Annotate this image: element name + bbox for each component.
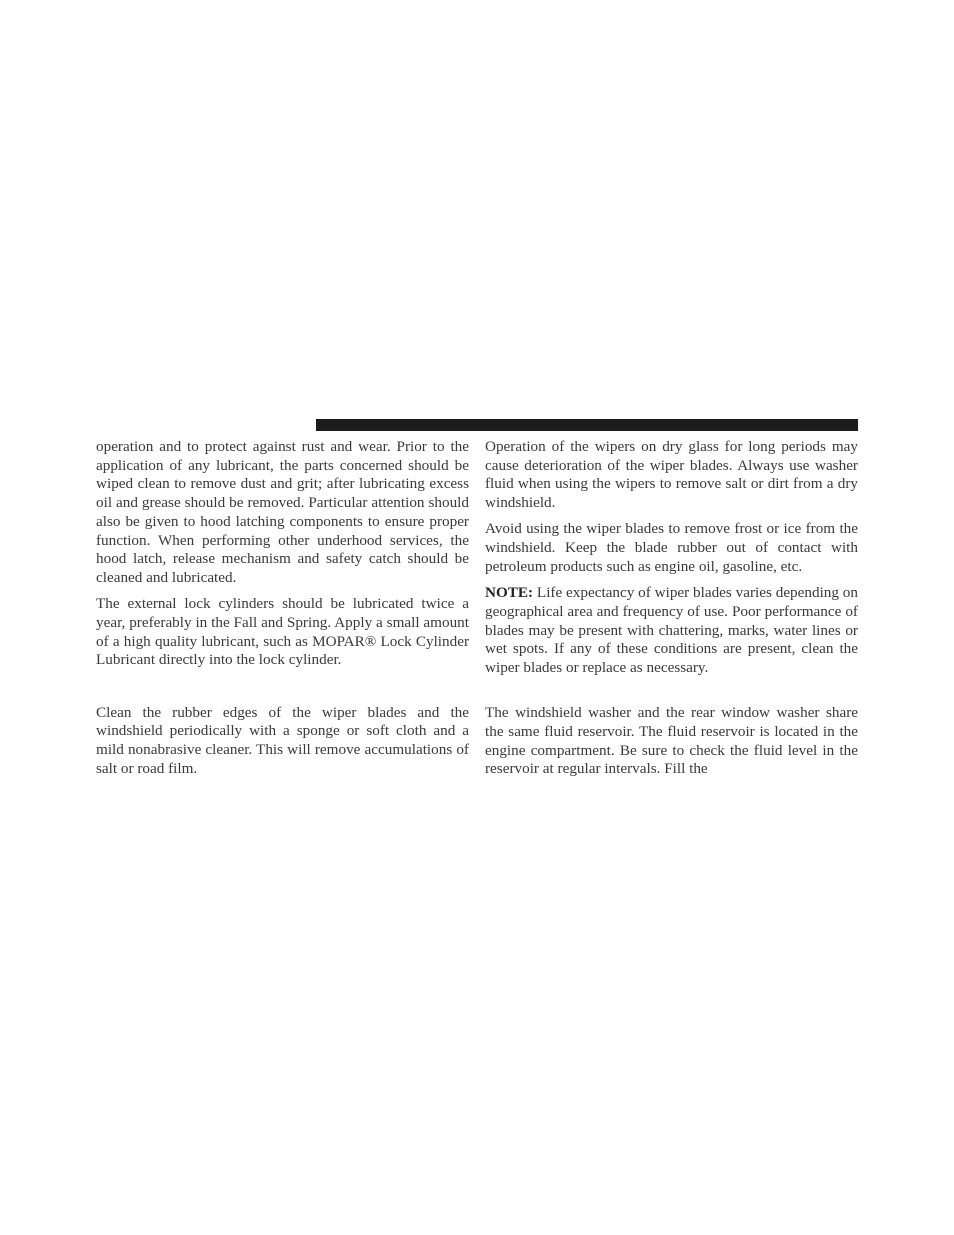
paragraph-dry-glass: Operation of the wipers on dry glass for long periods may cause deterioration of the wiper blades. Always use washer fluid when using the wipers to remove salt or dirt from a dry windshield. (485, 438, 858, 512)
heading-space-washers (485, 685, 858, 704)
heading-space-wiper-blades (96, 678, 469, 704)
note-paragraph (485, 584, 858, 678)
section-header-bar (316, 419, 858, 431)
right-column (485, 438, 858, 787)
paragraph-lubrication: operation and to protect against rust and wear. Prior to the application of any lubricant, the parts concerned should be wiped clean to remove dust and grit; after lubricating excess oil and grease should be removed. Particular attention should also be given to hood latching components to ensure proper function. When performing other underhood services, the hood latch, release mechanism and safety catch should be cleaned and lubricated. (96, 438, 469, 586)
paragraph-frost-ice: Avoid using the wiper blades to remove frost or ice from the windshield. Keep the blade rubber out of contact with petroleum products such as engine oil, gasoline, etc. (485, 520, 858, 575)
left-column (96, 438, 469, 786)
note-text: Life expectancy of wiper blades varies depending on geographical area and frequency of use. Poor performance of blades may be present with chattering, marks, water lines or wet spots. If any of these conditions are present, clean the wiper blades or replace as necessary. (485, 584, 858, 676)
paragraph-wiper-blades: Clean the rubber edges of the wiper blades and the windshield periodically with a sponge or soft cloth and a mild nonabrasive cleaner. This will remove accumulations of salt or road film. (96, 703, 469, 777)
paragraph-lock-cylinders: The external lock cylinders should be lubricated twice a year, preferably in the Fall and Spring. Apply a small amount of a high quality lubricant, such as MOPAR® Lock Cylinder Lubricant directly into the lock cylinder. (96, 595, 469, 669)
paragraph-washer-reservoir: The windshield washer and the rear window washer share the same fluid reservoir. The fluid reservoir is located in the engine compartment. Be sure to check the fluid level in the reservoir at regular intervals. Fill the (485, 704, 858, 778)
note-label: NOTE: (485, 584, 534, 602)
